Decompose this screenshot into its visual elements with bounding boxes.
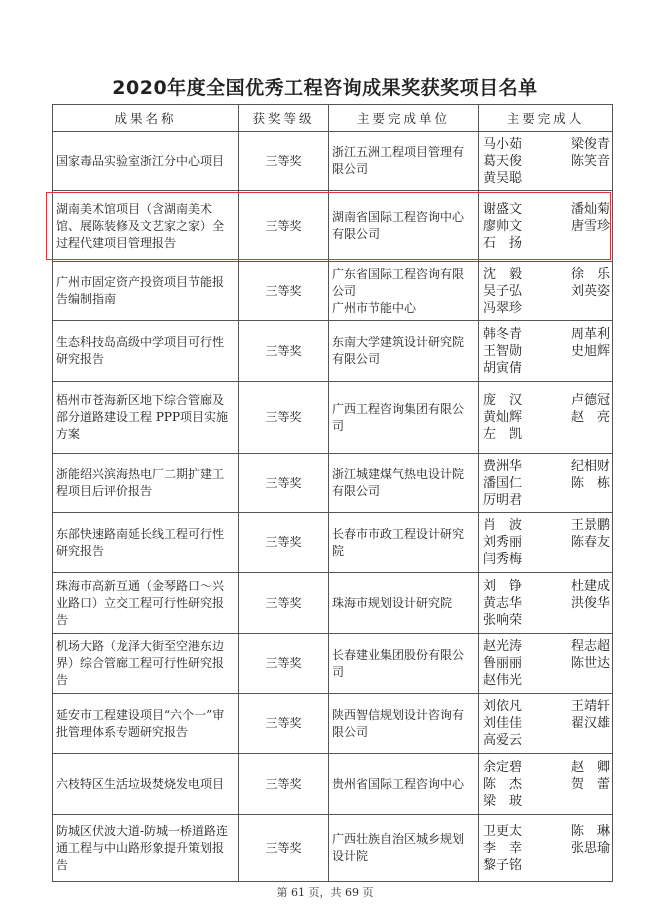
people-line xyxy=(483,595,610,612)
person-name: 周革利 xyxy=(570,326,610,342)
person-name: 唐雪珍 xyxy=(570,218,610,234)
person-name: 厉明君 xyxy=(483,492,523,508)
page-title: 2020年度全国优秀工程咨询成果奖获奖项目名单 xyxy=(112,77,538,99)
person-name: 韩冬青 xyxy=(483,326,523,342)
cell-award-level: 三等奖 xyxy=(239,754,329,815)
person-name: 陈春友 xyxy=(570,535,610,550)
people-line xyxy=(483,426,610,443)
cell-people xyxy=(479,262,613,321)
cell-unit: 东南大学建筑设计研究院有限公司 xyxy=(329,321,479,382)
people-line xyxy=(483,793,610,810)
person-name: 梁俊青 xyxy=(570,136,610,152)
person-name: 赵 卿 xyxy=(570,759,610,775)
person-name: 卫更太 xyxy=(483,823,523,839)
table-row xyxy=(53,454,613,513)
people-line xyxy=(483,732,610,749)
cell-award-level: 三等奖 xyxy=(239,513,329,573)
person-name: 徐 乐 xyxy=(570,266,610,282)
person-name: 贺 蕾 xyxy=(570,776,610,792)
cell-project-name: 防城区伏波大道-防城一桥道路连通工程与中山路形象提升策划报告 xyxy=(53,815,239,882)
cell-project-name: 国家毒品实验室浙江分中心项目 xyxy=(53,132,239,191)
cell-unit: 长春建业集团股份有限公司 xyxy=(329,634,479,694)
table-row xyxy=(53,573,613,634)
person-name: 杜建成 xyxy=(570,578,610,594)
cell-people xyxy=(479,454,613,513)
cell-award-level: 三等奖 xyxy=(239,815,329,882)
cell-project-name: 浙能绍兴滨海热电厂二期扩建工程项目后评价报告 xyxy=(53,454,239,513)
people-line xyxy=(483,170,610,187)
people-line xyxy=(483,517,610,534)
table-row xyxy=(53,321,613,382)
person-name: 潘灿菊 xyxy=(570,201,610,217)
person-name: 葛天俊 xyxy=(483,153,523,169)
person-name: 刘佳佳 xyxy=(483,716,523,731)
table-row xyxy=(53,382,613,454)
cell-project-name: 珠海市高新互通（金琴路口～兴业路口）立交工程可行性研究报告 xyxy=(53,573,239,634)
person-name: 纪相财 xyxy=(570,458,610,474)
person-name: 余定碧 xyxy=(483,759,523,775)
page-footer: 第 61 页，共 69 页 xyxy=(276,886,374,899)
person-name: 刘依凡 xyxy=(483,699,523,714)
person-name: 刘 铮 xyxy=(483,578,523,594)
person-name: 赵 亮 xyxy=(570,410,610,425)
people-line xyxy=(483,655,610,672)
cell-award-level: 三等奖 xyxy=(239,694,329,754)
person-name: 洪俊华 xyxy=(570,595,610,611)
cell-unit: 陕西智信规划设计咨询有限公司 xyxy=(329,694,479,754)
person-name: 黎子铭 xyxy=(483,857,523,873)
people-line xyxy=(483,492,610,509)
person-name: 马小茹 xyxy=(483,136,523,152)
person-name: 卢德冠 xyxy=(570,393,610,408)
table-row xyxy=(53,191,613,262)
cell-people xyxy=(479,132,613,191)
cell-people xyxy=(479,191,613,262)
people-line xyxy=(483,551,610,568)
cell-project-name: 机场大路（龙泽大街至空港东边界）综合管廊工程可行性研究报告 xyxy=(53,634,239,694)
cell-unit: 广西工程咨询集团有限公司 xyxy=(329,382,479,454)
person-name: 李 幸 xyxy=(483,840,523,856)
cell-unit: 珠海市规划设计研究院 xyxy=(329,573,479,634)
person-name: 陈笑音 xyxy=(570,153,610,169)
cell-unit: 浙江城建煤气热电设计院有限公司 xyxy=(329,454,479,513)
person-name: 赵伟光 xyxy=(483,673,523,688)
cell-people xyxy=(479,382,613,454)
people-line xyxy=(483,776,610,793)
person-name: 翟汉雄 xyxy=(570,716,610,731)
cell-project-name: 广州市固定资产投资项目节能报告编制指南 xyxy=(53,262,239,321)
person-name: 张响荣 xyxy=(483,612,523,628)
person-name: 鲁丽丽 xyxy=(483,656,523,671)
cell-project-name: 东部快速路南延长线工程可行性研究报告 xyxy=(53,513,239,573)
header-project-name: 成果名称 xyxy=(53,105,239,132)
table-row xyxy=(53,132,613,191)
people-line xyxy=(483,409,610,426)
people-line xyxy=(483,360,610,377)
cell-unit: 广西壮族自治区城乡规划设计院 xyxy=(329,815,479,882)
cell-people xyxy=(479,513,613,573)
person-name: 闫秀梅 xyxy=(483,552,523,567)
table-row xyxy=(53,815,613,882)
person-name: 冯翠珍 xyxy=(483,300,523,316)
cell-project-name: 延安市工程建设项目“六个一”审批管理体系专题研究报告 xyxy=(53,694,239,754)
cell-award-level: 三等奖 xyxy=(239,454,329,513)
cell-project-name: 六枝特区生活垃圾焚烧发电项目 xyxy=(53,754,239,815)
person-name: 陈 琳 xyxy=(570,823,610,839)
table-row xyxy=(53,513,613,573)
cell-unit: 浙江五洲工程项目管理有限公司 xyxy=(329,132,479,191)
cell-people xyxy=(479,754,613,815)
person-name: 陈世达 xyxy=(570,656,610,671)
cell-people xyxy=(479,815,613,882)
cell-award-level: 三等奖 xyxy=(239,321,329,382)
people-line xyxy=(483,823,610,840)
person-name: 刘英姿 xyxy=(570,283,610,299)
people-line xyxy=(483,534,610,551)
people-line xyxy=(483,638,610,655)
header-people: 主要完成人 xyxy=(479,105,613,132)
people-line xyxy=(483,235,610,252)
people-line xyxy=(483,840,610,857)
cell-unit: 广东省国际工程咨询有限公司 广州市节能中心 xyxy=(329,262,479,321)
cell-award-level: 三等奖 xyxy=(239,573,329,634)
cell-unit: 长春市市政工程设计研究院 xyxy=(329,513,479,573)
people-line xyxy=(483,153,610,170)
person-name: 廖帅文 xyxy=(483,218,523,234)
person-name: 费洲华 xyxy=(483,458,523,474)
header-award-level: 获奖等级 xyxy=(239,105,329,132)
person-name: 潘国仁 xyxy=(483,475,523,491)
people-line xyxy=(483,136,610,153)
award-table xyxy=(52,104,613,882)
person-name: 陈 杰 xyxy=(483,776,523,792)
person-name: 吴子弘 xyxy=(483,283,523,299)
cell-award-level: 三等奖 xyxy=(239,132,329,191)
people-line xyxy=(483,392,610,409)
table-header-row xyxy=(53,105,613,132)
people-line xyxy=(483,475,610,492)
person-name: 左 凯 xyxy=(483,427,523,442)
people-line xyxy=(483,266,610,283)
table-row xyxy=(53,754,613,815)
person-name: 庞 汉 xyxy=(483,393,523,408)
people-line xyxy=(483,218,610,235)
person-name: 张思瑜 xyxy=(570,840,610,856)
table-row xyxy=(53,262,613,321)
person-name: 高爱云 xyxy=(483,733,523,748)
person-name: 王景鹏 xyxy=(570,518,610,533)
header-unit: 主要完成单位 xyxy=(329,105,479,132)
people-line xyxy=(483,283,610,300)
person-name: 赵光涛 xyxy=(483,639,523,654)
person-name: 石 扬 xyxy=(483,235,523,251)
person-name: 梁 玻 xyxy=(483,793,523,809)
person-name: 陈 栋 xyxy=(570,475,610,491)
cell-project-name: 梧州市苍海新区地下综合管廊及部分道路建设工程 PPP项目实施方案 xyxy=(53,382,239,454)
person-name: 程志超 xyxy=(570,639,610,654)
people-line xyxy=(483,201,610,218)
person-name: 胡寅倩 xyxy=(483,360,523,376)
person-name: 黄吴聪 xyxy=(483,170,523,186)
cell-project-name: 生态科技岛高级中学项目可行性研究报告 xyxy=(53,321,239,382)
person-name: 谢盛文 xyxy=(483,201,523,217)
people-line xyxy=(483,326,610,343)
people-line xyxy=(483,759,610,776)
cell-project-name: 湖南美术馆项目（含湖南美术馆、展陈装修及文艺家之家）全过程代建项目管理报告 xyxy=(53,191,239,262)
people-line xyxy=(483,458,610,475)
cell-unit: 贵州省国际工程咨询中心 xyxy=(329,754,479,815)
table-row xyxy=(53,634,613,694)
people-line xyxy=(483,698,610,715)
person-name: 王靖轩 xyxy=(570,699,610,714)
person-name: 史旭辉 xyxy=(570,343,610,359)
people-line xyxy=(483,857,610,874)
cell-award-level: 三等奖 xyxy=(239,634,329,694)
person-name: 王智勋 xyxy=(483,343,523,359)
cell-people xyxy=(479,694,613,754)
people-line xyxy=(483,612,610,629)
table-row xyxy=(53,694,613,754)
person-name: 沈 毅 xyxy=(483,266,523,282)
person-name: 刘秀丽 xyxy=(483,535,523,550)
people-line xyxy=(483,672,610,689)
cell-award-level: 三等奖 xyxy=(239,262,329,321)
cell-people xyxy=(479,573,613,634)
people-line xyxy=(483,715,610,732)
person-name: 肖 波 xyxy=(483,518,523,533)
people-line xyxy=(483,343,610,360)
cell-people xyxy=(479,321,613,382)
people-line xyxy=(483,578,610,595)
cell-people xyxy=(479,634,613,694)
person-name: 黄灿辉 xyxy=(483,410,523,425)
cell-award-level: 三等奖 xyxy=(239,382,329,454)
person-name: 黄志华 xyxy=(483,595,523,611)
cell-award-level: 三等奖 xyxy=(239,191,329,262)
cell-unit: 湖南省国际工程咨询中心有限公司 xyxy=(329,191,479,262)
people-line xyxy=(483,300,610,317)
